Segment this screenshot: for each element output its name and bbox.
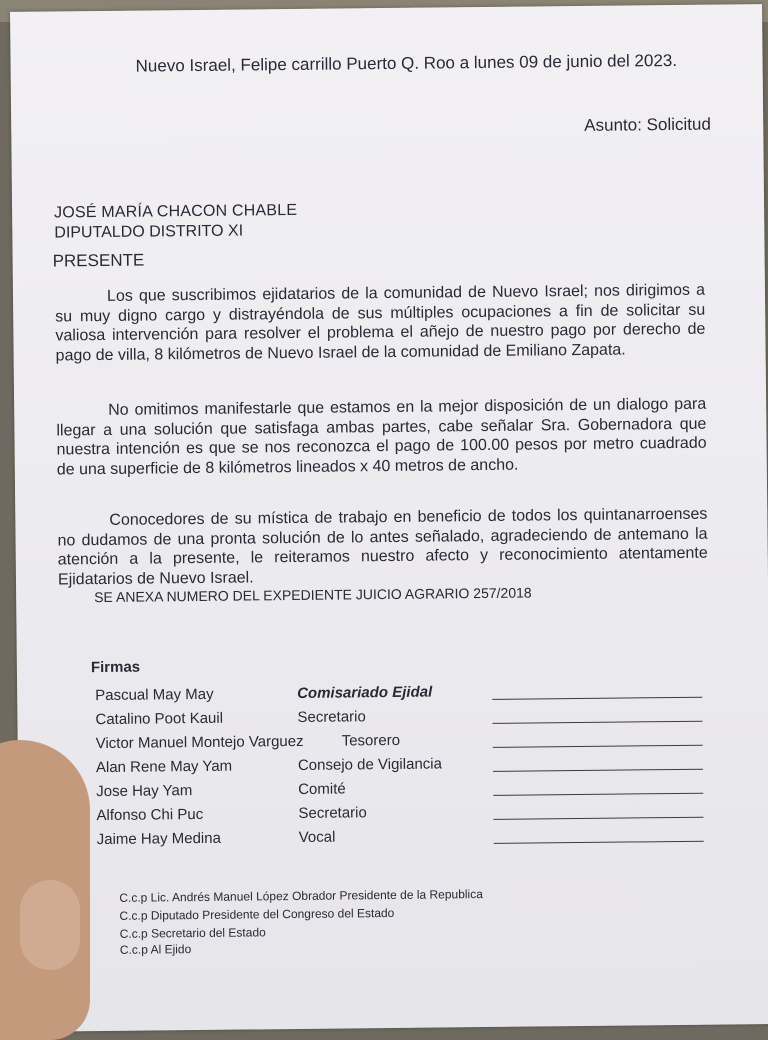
signature-line — [493, 817, 703, 820]
signer-name: Jaime Hay Medina — [96, 829, 221, 849]
addressee-name: JOSÉ MARÍA CHACON CHABLE — [54, 201, 298, 222]
greeting: PRESENTE — [52, 250, 145, 271]
signer-role: Tesorero — [341, 731, 401, 750]
signer-name: Alan Rene May Yam — [95, 757, 233, 777]
signature-line — [492, 721, 702, 724]
signer-role: Comité — [298, 780, 346, 798]
fingertip — [20, 880, 80, 970]
signer-name: Alfonso Chi Puc — [96, 805, 204, 825]
signer-name: Pascual May May — [95, 685, 214, 705]
signer-role: Secretario — [297, 708, 366, 726]
annex-note: SE ANEXA NUMERO DEL EXPEDIENTE JUICIO AGRARIO 257/2018 — [94, 584, 532, 606]
signer-role: Vocal — [298, 828, 336, 846]
ccp-line: C.c.p Secretario del Estado — [119, 925, 266, 941]
signature-line — [493, 769, 703, 772]
signer-role: Secretario — [298, 804, 367, 822]
addressee-title: DIPUTALDO DISTRITO XI — [54, 222, 244, 242]
ccp-line: C.c.p Lic. Andrés Manuel López Obrador Presidente de la Republica — [119, 887, 483, 905]
letter-sheet — [10, 4, 768, 1032]
signer-role: Comisariado Ejidal — [297, 683, 433, 702]
paragraph-request: Los que suscribimos ejidatarios de la comunidad de Nuevo Israel; nos dirigimos a su muy digno cargo y distrayéndola de sus múltiples ocupaciones a fin de solicitar su valiosa intervención para resolver el problema el añejo de nuestro pago por derecho de pago de villa, 8 kilómetros de Nuevo Israel de la comunidad de Emiliano Zapata. — [55, 281, 706, 364]
subject-line: Asunto: Solicitud — [584, 114, 711, 135]
signer-name: Catalino Poot Kauil — [95, 709, 224, 729]
signature-line — [492, 697, 702, 700]
signatures-title: Firmas — [90, 658, 141, 677]
ccp-line: C.c.p Al Ejido — [119, 942, 192, 957]
signature-line — [493, 745, 703, 748]
paragraph-closing: Conocedores de su mística de trabajo en beneficio de todos los quintanarroenses no dudamos de una pronta solución de lo antes señalado, agradeciendo de antemano la atención a la presente, le reiteramos nuestro afecto y reconocimiento atentamente Ejidatarios de Nuevo Israel. — [57, 505, 708, 588]
signature-row — [97, 825, 717, 855]
signer-name: Jose Hay Yam — [96, 782, 193, 801]
ccp-line: C.c.p Diputado Presidente del Congreso del Estado — [119, 905, 395, 923]
signature-line — [494, 841, 704, 844]
paragraph-payment: No omitimos manifestarle que estamos en la mejor disposición de un dialogo para llegar a una solución que satisfaga ambas partes, cabe señalar Sra. Gobernadora que nuestra intención es que se nos reconozca el pago de 100.00 pesos por metro cuadrado de una superficie de 8 kilómetros lineados x 40 metros de ancho. — [56, 395, 707, 478]
date-line: Nuevo Israel, Felipe carrillo Puerto Q. Roo a lunes 09 de junio del 2023. — [135, 50, 678, 76]
signature-line — [493, 793, 703, 796]
signer-role: Consejo de Vigilancia — [297, 755, 443, 774]
signer-name: Victor Manuel Montejo Varguez — [95, 732, 304, 753]
